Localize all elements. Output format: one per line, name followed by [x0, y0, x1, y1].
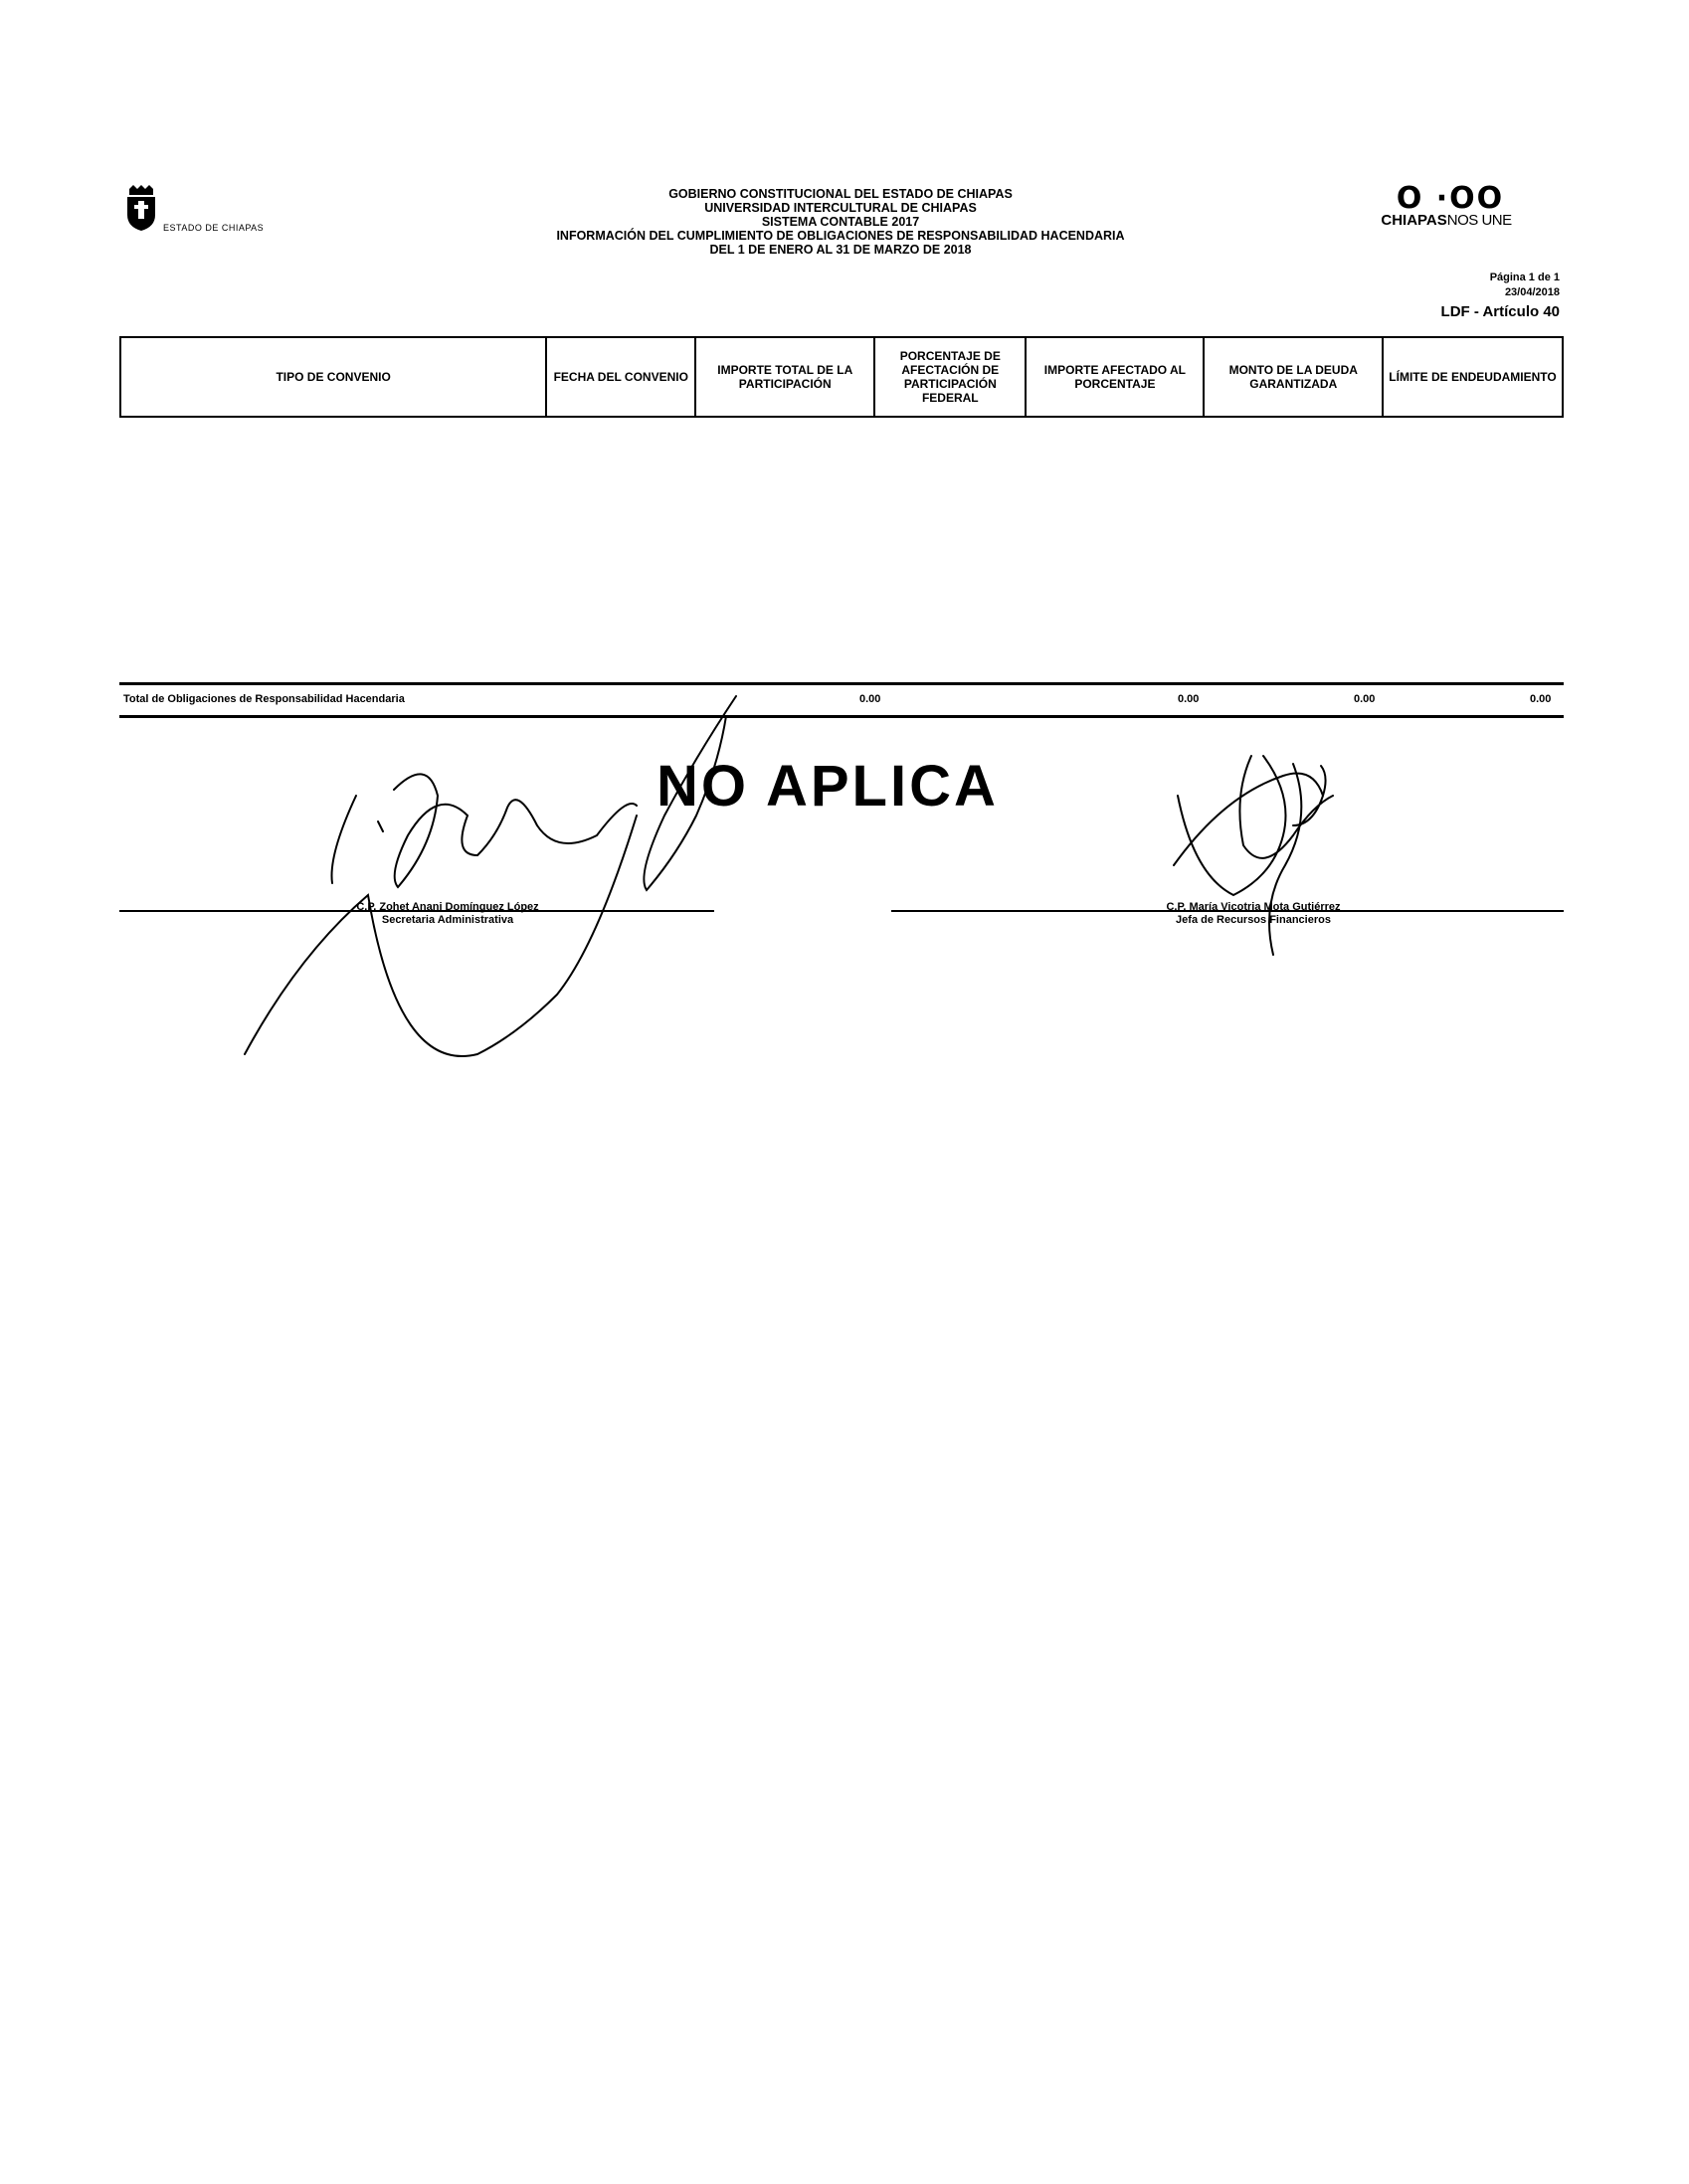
col-tipo-convenio: TIPO DE CONVENIO	[120, 337, 546, 417]
header-line-university: UNIVERSIDAD INTERCULTURAL DE CHIAPAS	[704, 201, 977, 215]
total-importe-afectado: 0.00	[1178, 693, 1200, 705]
logo-slogan-rest: NOS UNE	[1446, 212, 1512, 229]
totals-label: Total de Obligaciones de Responsabilidad Hacendaria	[123, 693, 405, 705]
logo-slogan-bold: CHIAPAS	[1381, 212, 1447, 229]
total-limite: 0.00	[1530, 693, 1552, 705]
total-monto-deuda: 0.00	[1354, 693, 1376, 705]
header-line-government: GOBIERNO CONSTITUCIONAL DEL ESTADO DE CHIAPAS	[668, 187, 1013, 201]
header-line-report-title: INFORMACIÓN DEL CUMPLIMIENTO DE OBLIGACIONES DE RESPONSABILIDAD HACENDARIA	[556, 229, 1125, 243]
col-importe-total: IMPORTE TOTAL DE LA PARTICIPACIÓN	[695, 337, 874, 417]
signature-left-icon	[245, 696, 736, 1056]
col-monto-deuda: MONTO DE LA DEUDA GARANTIZADA	[1204, 337, 1383, 417]
ldf-article: LDF - Artículo 40	[1440, 303, 1560, 320]
signer-right-role: Jefa de Recursos Financieros	[1176, 914, 1331, 926]
logo-mark: O ·OO	[1396, 181, 1505, 216]
report-date: 23/04/2018	[1504, 286, 1560, 298]
header-line-system: SISTEMA CONTABLE 2017	[761, 215, 920, 229]
signature-right-icon	[1174, 756, 1333, 955]
signer-right-name: C.P. María Vicotria Mota Gutiérrez	[1166, 901, 1341, 913]
col-importe-afectado: IMPORTE AFECTADO AL PORCENTAJE	[1026, 337, 1204, 417]
col-fecha-convenio: FECHA DEL CONVENIO	[546, 337, 695, 417]
col-porcentaje-afectacion: PORCENTAJE DE AFECTACIÓN DE PARTICIPACIÓN FEDERAL	[874, 337, 1026, 417]
signer-left-role: Secretaria Administrativa	[381, 914, 514, 926]
col-limite-endeudamiento: LÍMITE DE ENDEUDAMIENTO	[1383, 337, 1563, 417]
page-number: Página 1 de 1	[1489, 272, 1560, 283]
total-importe-total: 0.00	[859, 693, 881, 705]
signer-left-name: C.P. Zohet Anani Domínguez López	[356, 901, 539, 913]
header-line-period: DEL 1 DE ENERO AL 31 DE MARZO DE 2018	[709, 243, 972, 257]
no-aplica-stamp: NO APLICA	[657, 754, 999, 819]
state-logo-caption: ESTADO DE CHIAPAS	[163, 223, 265, 233]
